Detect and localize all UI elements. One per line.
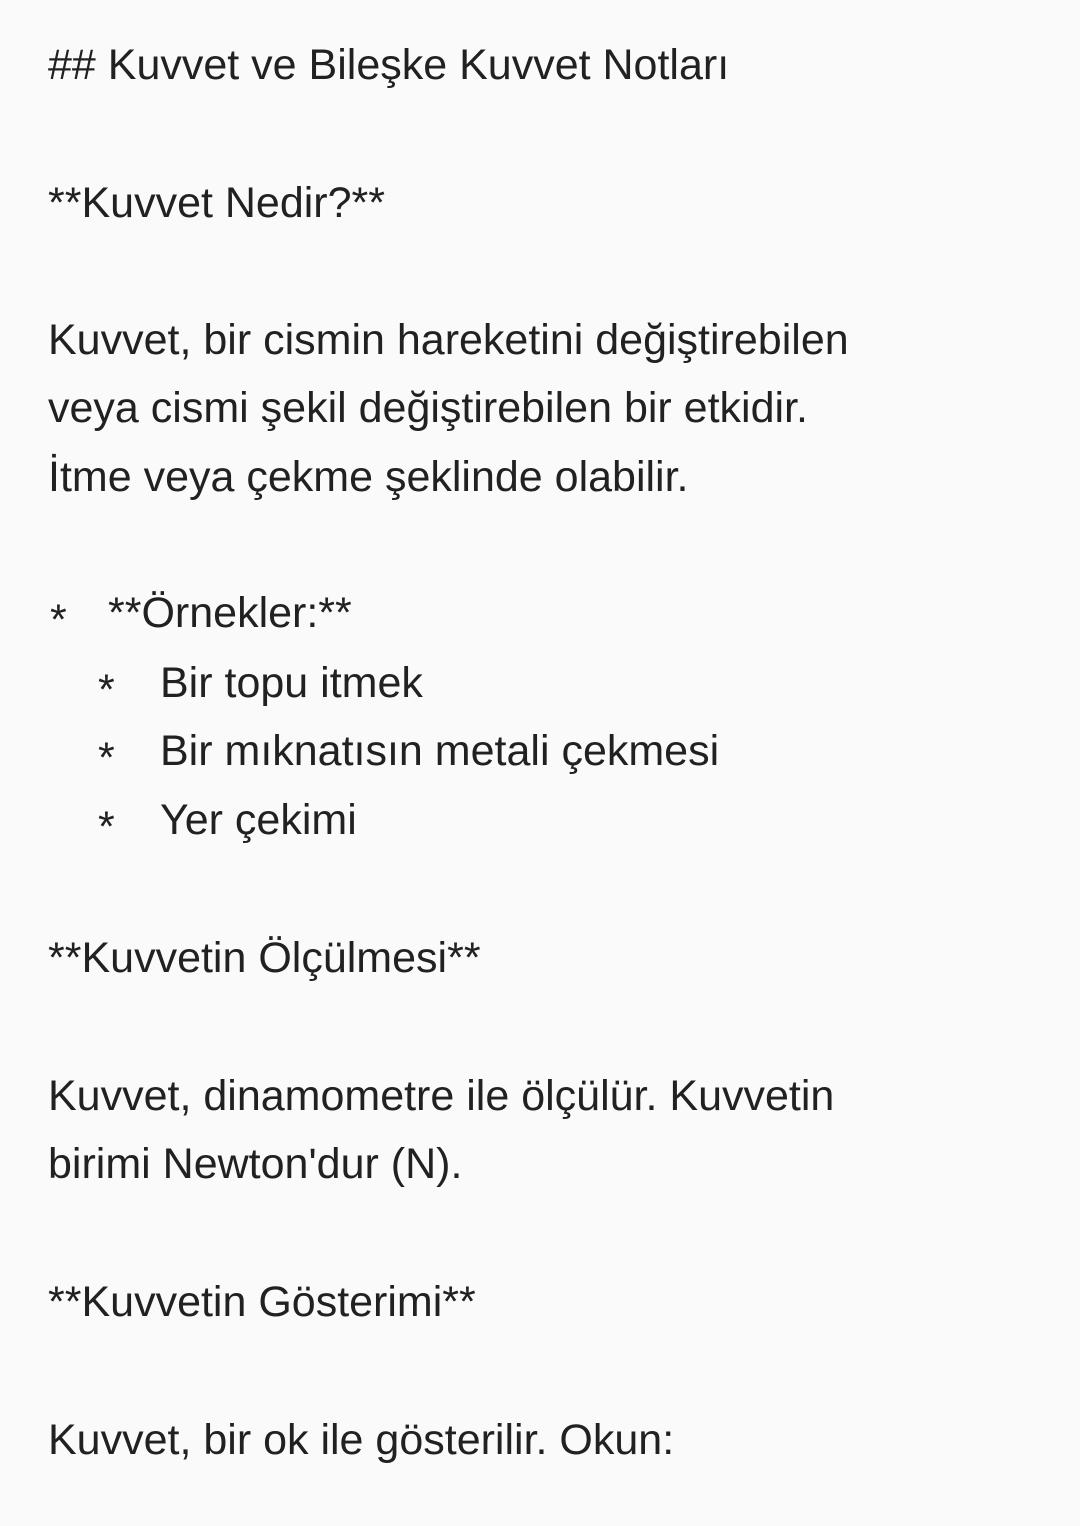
paragraph-line: İtme veya çekme şeklinde olabilir.: [48, 453, 689, 501]
paragraph-line: veya cismi şekil değiştirebilen bir etkidir.: [48, 384, 808, 432]
bullet-marker: *: [50, 596, 67, 644]
paragraph-line: Kuvvet, dinamometre ile ölçülür. Kuvvetin: [48, 1072, 835, 1120]
paragraph-line: birimi Newton'dur (N).: [48, 1140, 463, 1188]
bullet-marker: *: [98, 734, 115, 782]
document-heading: ## Kuvvet ve Bileşke Kuvvet Notları: [48, 41, 730, 89]
examples-label: **Örnekler:**: [108, 589, 352, 637]
bullet-marker: *: [98, 803, 115, 851]
section-title-olculmesi: **Kuvvetin Ölçülmesi**: [48, 934, 481, 982]
paragraph-line: Kuvvet, bir ok ile gösterilir. Okun:: [48, 1416, 675, 1464]
section-title-kuvvet-nedir: **Kuvvet Nedir?**: [48, 179, 386, 227]
bullet-marker: *: [98, 666, 115, 714]
section-title-gosterimi: **Kuvvetin Gösterimi**: [48, 1278, 476, 1326]
list-item: Bir topu itmek: [160, 659, 423, 707]
paragraph-line: Kuvvet, bir cismin hareketini değiştirebilen: [48, 316, 849, 364]
list-item: Yer çekimi: [160, 796, 357, 844]
list-item: Bir mıknatısın metali çekmesi: [160, 727, 720, 775]
